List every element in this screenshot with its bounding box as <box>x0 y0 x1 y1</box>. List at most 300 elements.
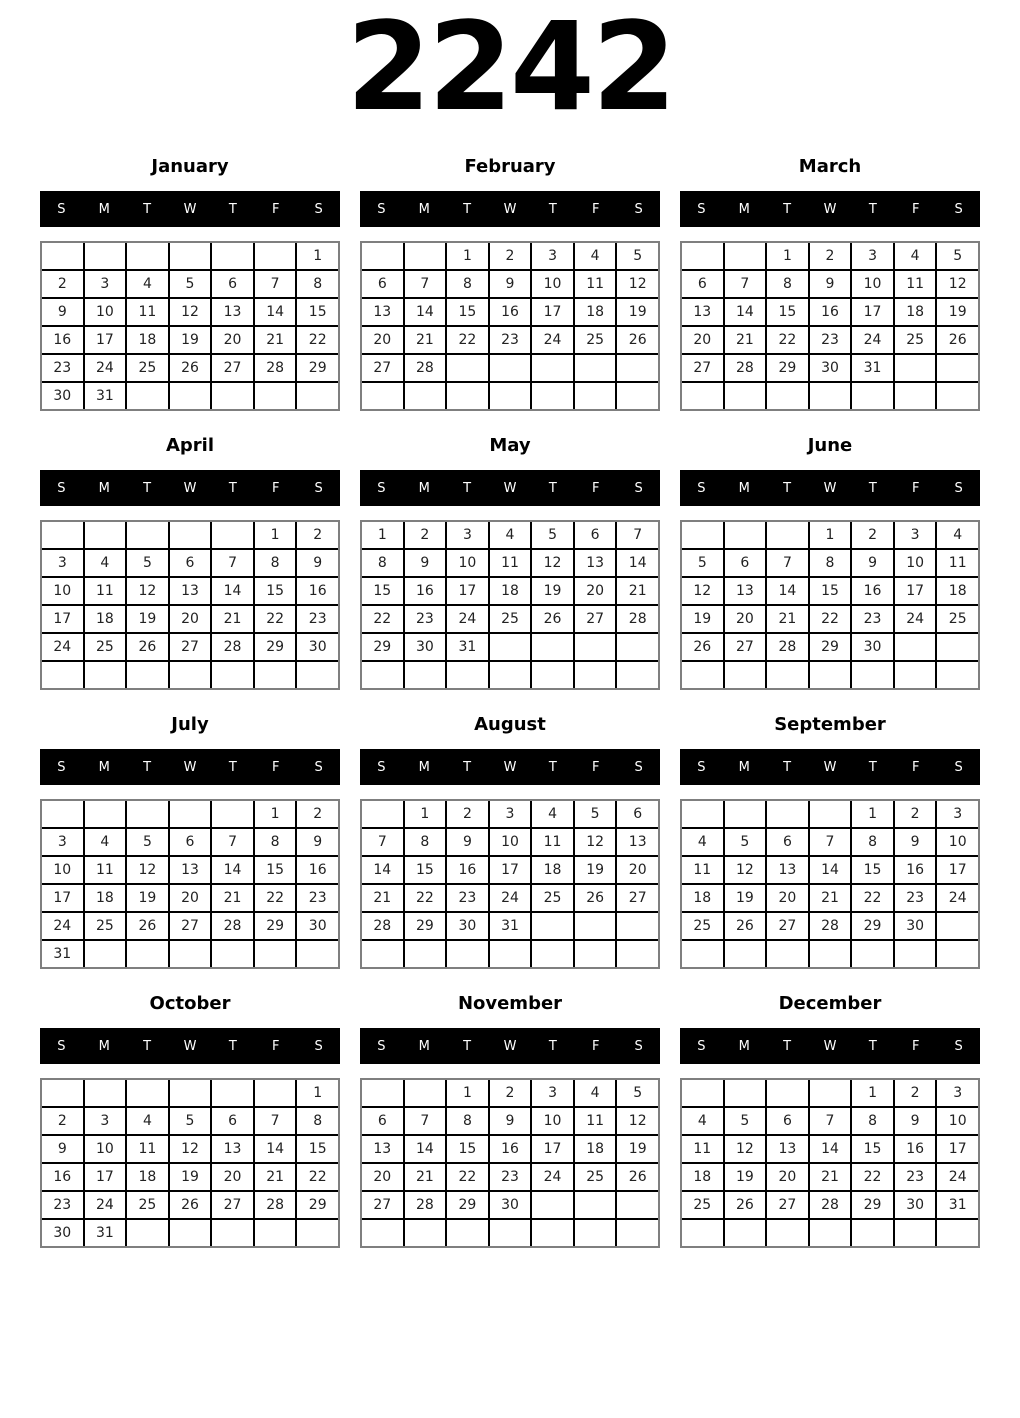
day-cell: 30 <box>895 1192 936 1218</box>
day-cell: 7 <box>212 550 253 576</box>
empty-day-cell <box>170 801 211 827</box>
month-name: September <box>774 714 886 735</box>
day-cell: 11 <box>127 1136 168 1162</box>
day-cell: 9 <box>895 1108 936 1134</box>
day-cell: 6 <box>362 271 403 297</box>
day-cell: 18 <box>85 606 126 632</box>
empty-day-cell <box>405 1220 446 1246</box>
month-grid-border <box>680 241 980 411</box>
day-cell: 16 <box>895 1136 936 1162</box>
day-cell: 3 <box>895 522 936 548</box>
day-cell: 27 <box>212 1192 253 1218</box>
day-cell: 13 <box>362 299 403 325</box>
weekday-label: W <box>183 1038 197 1054</box>
day-cell: 27 <box>725 634 766 660</box>
month-grid-border <box>40 799 340 969</box>
day-cell: 4 <box>575 1080 616 1106</box>
empty-day-cell <box>767 383 808 409</box>
weekday-label: S <box>954 201 963 217</box>
day-cell: 18 <box>575 1136 616 1162</box>
month-name: July <box>171 714 209 735</box>
day-cell: 12 <box>937 271 978 297</box>
day-cell: 7 <box>255 1108 296 1134</box>
day-cell: 1 <box>852 801 893 827</box>
month-name: June <box>807 435 853 456</box>
day-cell: 7 <box>405 271 446 297</box>
day-cell: 22 <box>297 1164 338 1190</box>
day-cell: 13 <box>682 299 723 325</box>
day-cell: 16 <box>297 578 338 604</box>
day-cell: 30 <box>810 355 851 381</box>
day-cell: 3 <box>85 271 126 297</box>
weekday-label: S <box>697 480 706 496</box>
weekday-label: S <box>314 201 323 217</box>
day-cell: 6 <box>362 1108 403 1134</box>
day-cell: 6 <box>725 550 766 576</box>
weekday-label: W <box>823 480 837 496</box>
day-cell: 29 <box>255 634 296 660</box>
month-block <box>360 714 660 969</box>
day-cell: 4 <box>895 243 936 269</box>
day-cell: 26 <box>725 913 766 939</box>
day-cell: 14 <box>810 857 851 883</box>
day-cell: 15 <box>852 1136 893 1162</box>
weekday-label: T <box>463 759 472 775</box>
day-cell: 30 <box>490 1192 531 1218</box>
day-cell: 8 <box>297 271 338 297</box>
day-cell: 6 <box>170 829 211 855</box>
day-cell: 16 <box>405 578 446 604</box>
day-cell: 25 <box>682 1192 723 1218</box>
day-cell: 26 <box>532 606 573 632</box>
empty-day-cell <box>895 662 936 688</box>
day-cell: 14 <box>810 1136 851 1162</box>
day-cell: 30 <box>297 913 338 939</box>
empty-day-cell <box>617 634 658 660</box>
day-cell: 12 <box>725 857 766 883</box>
day-cell: 20 <box>682 327 723 353</box>
empty-day-cell <box>490 1220 531 1246</box>
empty-day-cell <box>127 1220 168 1246</box>
month-block <box>680 714 980 969</box>
day-cell: 17 <box>42 606 83 632</box>
day-cell: 11 <box>937 550 978 576</box>
empty-day-cell <box>362 1080 403 1106</box>
day-cell: 27 <box>170 634 211 660</box>
empty-day-cell <box>937 1220 978 1246</box>
day-cell: 5 <box>617 243 658 269</box>
weekday-header-row <box>680 191 980 227</box>
day-cell: 3 <box>937 801 978 827</box>
weekday-label: T <box>143 480 152 496</box>
weekday-label: T <box>143 759 152 775</box>
day-cell: 21 <box>212 606 253 632</box>
day-cell: 19 <box>575 857 616 883</box>
weekday-label: F <box>271 759 280 775</box>
month-name: May <box>489 435 531 456</box>
empty-day-cell <box>85 522 126 548</box>
day-cell: 10 <box>937 829 978 855</box>
day-cell: 2 <box>490 1080 531 1106</box>
empty-day-cell <box>212 243 253 269</box>
weekday-label: S <box>57 201 66 217</box>
weekday-label: F <box>271 201 280 217</box>
days-grid <box>362 1080 658 1246</box>
day-cell: 23 <box>895 1164 936 1190</box>
day-cell: 4 <box>85 550 126 576</box>
empty-day-cell <box>575 941 616 967</box>
day-cell: 11 <box>682 857 723 883</box>
day-cell: 27 <box>767 1192 808 1218</box>
weekday-label: S <box>377 759 386 775</box>
weekday-label: M <box>98 201 110 217</box>
day-cell: 3 <box>42 550 83 576</box>
day-cell: 25 <box>127 355 168 381</box>
day-cell: 9 <box>810 271 851 297</box>
day-cell: 26 <box>170 1192 211 1218</box>
empty-day-cell <box>575 1192 616 1218</box>
day-cell: 28 <box>405 355 446 381</box>
empty-day-cell <box>362 801 403 827</box>
day-cell: 27 <box>212 355 253 381</box>
day-cell: 27 <box>170 913 211 939</box>
empty-day-cell <box>852 383 893 409</box>
weekday-label: T <box>868 1038 877 1054</box>
day-cell: 20 <box>212 327 253 353</box>
day-cell: 18 <box>895 299 936 325</box>
empty-day-cell <box>852 1220 893 1246</box>
weekday-label: F <box>911 480 920 496</box>
month-grid-border <box>680 520 980 690</box>
day-cell: 18 <box>575 299 616 325</box>
weekday-label: M <box>738 480 750 496</box>
day-cell: 14 <box>212 578 253 604</box>
day-cell: 2 <box>42 1108 83 1134</box>
empty-day-cell <box>447 355 488 381</box>
day-cell: 1 <box>297 1080 338 1106</box>
day-cell: 12 <box>575 829 616 855</box>
day-cell: 18 <box>937 578 978 604</box>
day-cell: 27 <box>617 885 658 911</box>
day-cell: 19 <box>127 606 168 632</box>
day-cell: 15 <box>362 578 403 604</box>
day-cell: 28 <box>617 606 658 632</box>
weekday-label: S <box>57 480 66 496</box>
empty-day-cell <box>617 913 658 939</box>
empty-day-cell <box>490 941 531 967</box>
days-grid <box>682 1080 978 1246</box>
day-cell: 3 <box>85 1108 126 1134</box>
days-grid <box>682 801 978 967</box>
weekday-label: W <box>183 759 197 775</box>
day-cell: 11 <box>895 271 936 297</box>
day-cell: 1 <box>447 1080 488 1106</box>
day-cell: 1 <box>810 522 851 548</box>
day-cell: 7 <box>212 829 253 855</box>
day-cell: 20 <box>617 857 658 883</box>
empty-day-cell <box>405 243 446 269</box>
day-cell: 2 <box>405 522 446 548</box>
day-cell: 18 <box>127 1164 168 1190</box>
empty-day-cell <box>170 1220 211 1246</box>
empty-day-cell <box>852 662 893 688</box>
day-cell: 5 <box>725 829 766 855</box>
empty-day-cell <box>895 941 936 967</box>
day-cell: 7 <box>810 829 851 855</box>
day-cell: 23 <box>297 606 338 632</box>
day-cell: 11 <box>575 271 616 297</box>
day-cell: 4 <box>127 1108 168 1134</box>
day-cell: 21 <box>362 885 403 911</box>
empty-day-cell <box>127 801 168 827</box>
empty-day-cell <box>212 1080 253 1106</box>
empty-day-cell <box>127 941 168 967</box>
empty-day-cell <box>297 1220 338 1246</box>
month-block <box>680 993 980 1248</box>
day-cell: 26 <box>617 327 658 353</box>
weekday-label: T <box>228 201 237 217</box>
day-cell: 2 <box>297 801 338 827</box>
day-cell: 26 <box>127 913 168 939</box>
days-grid <box>42 1080 338 1246</box>
empty-day-cell <box>725 801 766 827</box>
day-cell: 21 <box>212 885 253 911</box>
day-cell: 20 <box>170 885 211 911</box>
day-cell: 5 <box>170 1108 211 1134</box>
day-cell: 6 <box>767 829 808 855</box>
day-cell: 1 <box>362 522 403 548</box>
empty-day-cell <box>532 662 573 688</box>
day-cell: 4 <box>682 1108 723 1134</box>
day-cell: 31 <box>937 1192 978 1218</box>
day-cell: 6 <box>212 271 253 297</box>
day-cell: 24 <box>85 1192 126 1218</box>
empty-day-cell <box>617 941 658 967</box>
empty-day-cell <box>170 941 211 967</box>
day-cell: 13 <box>767 857 808 883</box>
weekday-header-row <box>40 191 340 227</box>
weekday-header-row <box>360 191 660 227</box>
day-cell: 21 <box>405 1164 446 1190</box>
day-cell: 29 <box>810 634 851 660</box>
empty-day-cell <box>532 1192 573 1218</box>
month-block <box>40 435 340 690</box>
day-cell: 9 <box>297 550 338 576</box>
day-cell: 11 <box>575 1108 616 1134</box>
empty-day-cell <box>297 941 338 967</box>
day-cell: 30 <box>42 1220 83 1246</box>
month-block <box>360 435 660 690</box>
day-cell: 24 <box>937 1164 978 1190</box>
day-cell: 15 <box>852 857 893 883</box>
day-cell: 22 <box>852 885 893 911</box>
day-cell: 10 <box>42 578 83 604</box>
day-cell: 28 <box>810 913 851 939</box>
day-cell: 13 <box>725 578 766 604</box>
weekday-label: T <box>143 201 152 217</box>
day-cell: 21 <box>255 327 296 353</box>
weekday-label: T <box>548 759 557 775</box>
empty-day-cell <box>127 383 168 409</box>
empty-day-cell <box>575 913 616 939</box>
weekday-header-row <box>360 470 660 506</box>
month-grid-border <box>40 241 340 411</box>
day-cell: 11 <box>127 299 168 325</box>
empty-day-cell <box>937 941 978 967</box>
day-cell: 29 <box>255 913 296 939</box>
day-cell: 5 <box>682 550 723 576</box>
day-cell: 24 <box>852 327 893 353</box>
day-cell: 14 <box>405 299 446 325</box>
empty-day-cell <box>852 941 893 967</box>
day-cell: 28 <box>212 913 253 939</box>
empty-day-cell <box>212 1220 253 1246</box>
weekday-label: S <box>634 1038 643 1054</box>
weekday-label: S <box>377 1038 386 1054</box>
day-cell: 22 <box>297 327 338 353</box>
day-cell: 2 <box>447 801 488 827</box>
month-block <box>680 435 980 690</box>
weekday-label: M <box>98 480 110 496</box>
months-grid <box>0 156 1020 1248</box>
day-cell: 4 <box>937 522 978 548</box>
empty-day-cell <box>682 801 723 827</box>
day-cell: 17 <box>937 857 978 883</box>
day-cell: 26 <box>725 1192 766 1218</box>
day-cell: 22 <box>852 1164 893 1190</box>
empty-day-cell <box>937 662 978 688</box>
empty-day-cell <box>810 383 851 409</box>
day-cell: 19 <box>170 1164 211 1190</box>
month-grid-border <box>360 520 660 690</box>
month-block <box>360 156 660 411</box>
empty-day-cell <box>362 243 403 269</box>
day-cell: 23 <box>490 327 531 353</box>
day-cell: 6 <box>682 271 723 297</box>
day-cell: 31 <box>852 355 893 381</box>
day-cell: 12 <box>127 857 168 883</box>
weekday-label: F <box>271 480 280 496</box>
empty-day-cell <box>575 1220 616 1246</box>
day-cell: 27 <box>362 355 403 381</box>
day-cell: 18 <box>532 857 573 883</box>
weekday-header-row <box>680 470 980 506</box>
empty-day-cell <box>895 1220 936 1246</box>
weekday-label: T <box>228 1038 237 1054</box>
empty-day-cell <box>405 941 446 967</box>
day-cell: 19 <box>937 299 978 325</box>
day-cell: 10 <box>490 829 531 855</box>
weekday-label: S <box>697 201 706 217</box>
weekday-label: T <box>548 1038 557 1054</box>
day-cell: 11 <box>532 829 573 855</box>
day-cell: 18 <box>85 885 126 911</box>
day-cell: 4 <box>532 801 573 827</box>
day-cell: 28 <box>810 1192 851 1218</box>
day-cell: 15 <box>810 578 851 604</box>
day-cell: 3 <box>532 243 573 269</box>
empty-day-cell <box>255 662 296 688</box>
day-cell: 22 <box>362 606 403 632</box>
day-cell: 23 <box>490 1164 531 1190</box>
weekday-label: T <box>783 759 792 775</box>
weekday-label: M <box>418 480 430 496</box>
day-cell: 25 <box>575 1164 616 1190</box>
day-cell: 1 <box>255 522 296 548</box>
day-cell: 30 <box>447 913 488 939</box>
empty-day-cell <box>617 355 658 381</box>
weekday-label: S <box>57 1038 66 1054</box>
month-name: November <box>457 993 563 1014</box>
day-cell: 18 <box>682 885 723 911</box>
empty-day-cell <box>767 662 808 688</box>
day-cell: 15 <box>447 299 488 325</box>
day-cell: 25 <box>575 327 616 353</box>
empty-day-cell <box>937 913 978 939</box>
day-cell: 13 <box>617 829 658 855</box>
month-grid-border <box>680 1078 980 1248</box>
day-cell: 9 <box>490 1108 531 1134</box>
day-cell: 22 <box>767 327 808 353</box>
month-grid-border <box>360 241 660 411</box>
day-cell: 22 <box>255 606 296 632</box>
weekday-label: T <box>783 1038 792 1054</box>
day-cell: 14 <box>212 857 253 883</box>
empty-day-cell <box>255 383 296 409</box>
month-block <box>40 156 340 411</box>
day-cell: 19 <box>682 606 723 632</box>
empty-day-cell <box>255 1080 296 1106</box>
weekday-label: S <box>634 201 643 217</box>
empty-day-cell <box>42 662 83 688</box>
day-cell: 29 <box>852 1192 893 1218</box>
day-cell: 20 <box>170 606 211 632</box>
day-cell: 7 <box>725 271 766 297</box>
day-cell: 25 <box>85 634 126 660</box>
day-cell: 13 <box>212 299 253 325</box>
month-block <box>680 156 980 411</box>
weekday-label: W <box>823 201 837 217</box>
empty-day-cell <box>767 1220 808 1246</box>
empty-day-cell <box>575 662 616 688</box>
day-cell: 2 <box>810 243 851 269</box>
empty-day-cell <box>767 801 808 827</box>
day-cell: 26 <box>937 327 978 353</box>
day-cell: 20 <box>362 1164 403 1190</box>
day-cell: 24 <box>532 1164 573 1190</box>
day-cell: 12 <box>725 1136 766 1162</box>
day-cell: 27 <box>575 606 616 632</box>
day-cell: 10 <box>532 1108 573 1134</box>
day-cell: 24 <box>895 606 936 632</box>
day-cell: 22 <box>405 885 446 911</box>
empty-day-cell <box>85 243 126 269</box>
weekday-label: T <box>783 201 792 217</box>
weekday-label: T <box>228 480 237 496</box>
day-cell: 16 <box>42 1164 83 1190</box>
month-name: October <box>149 993 231 1014</box>
day-cell: 9 <box>852 550 893 576</box>
day-cell: 17 <box>532 299 573 325</box>
day-cell: 26 <box>575 885 616 911</box>
day-cell: 25 <box>895 327 936 353</box>
weekday-label: T <box>548 201 557 217</box>
day-cell: 4 <box>682 829 723 855</box>
day-cell: 28 <box>255 1192 296 1218</box>
empty-day-cell <box>255 941 296 967</box>
day-cell: 19 <box>532 578 573 604</box>
day-cell: 7 <box>362 829 403 855</box>
